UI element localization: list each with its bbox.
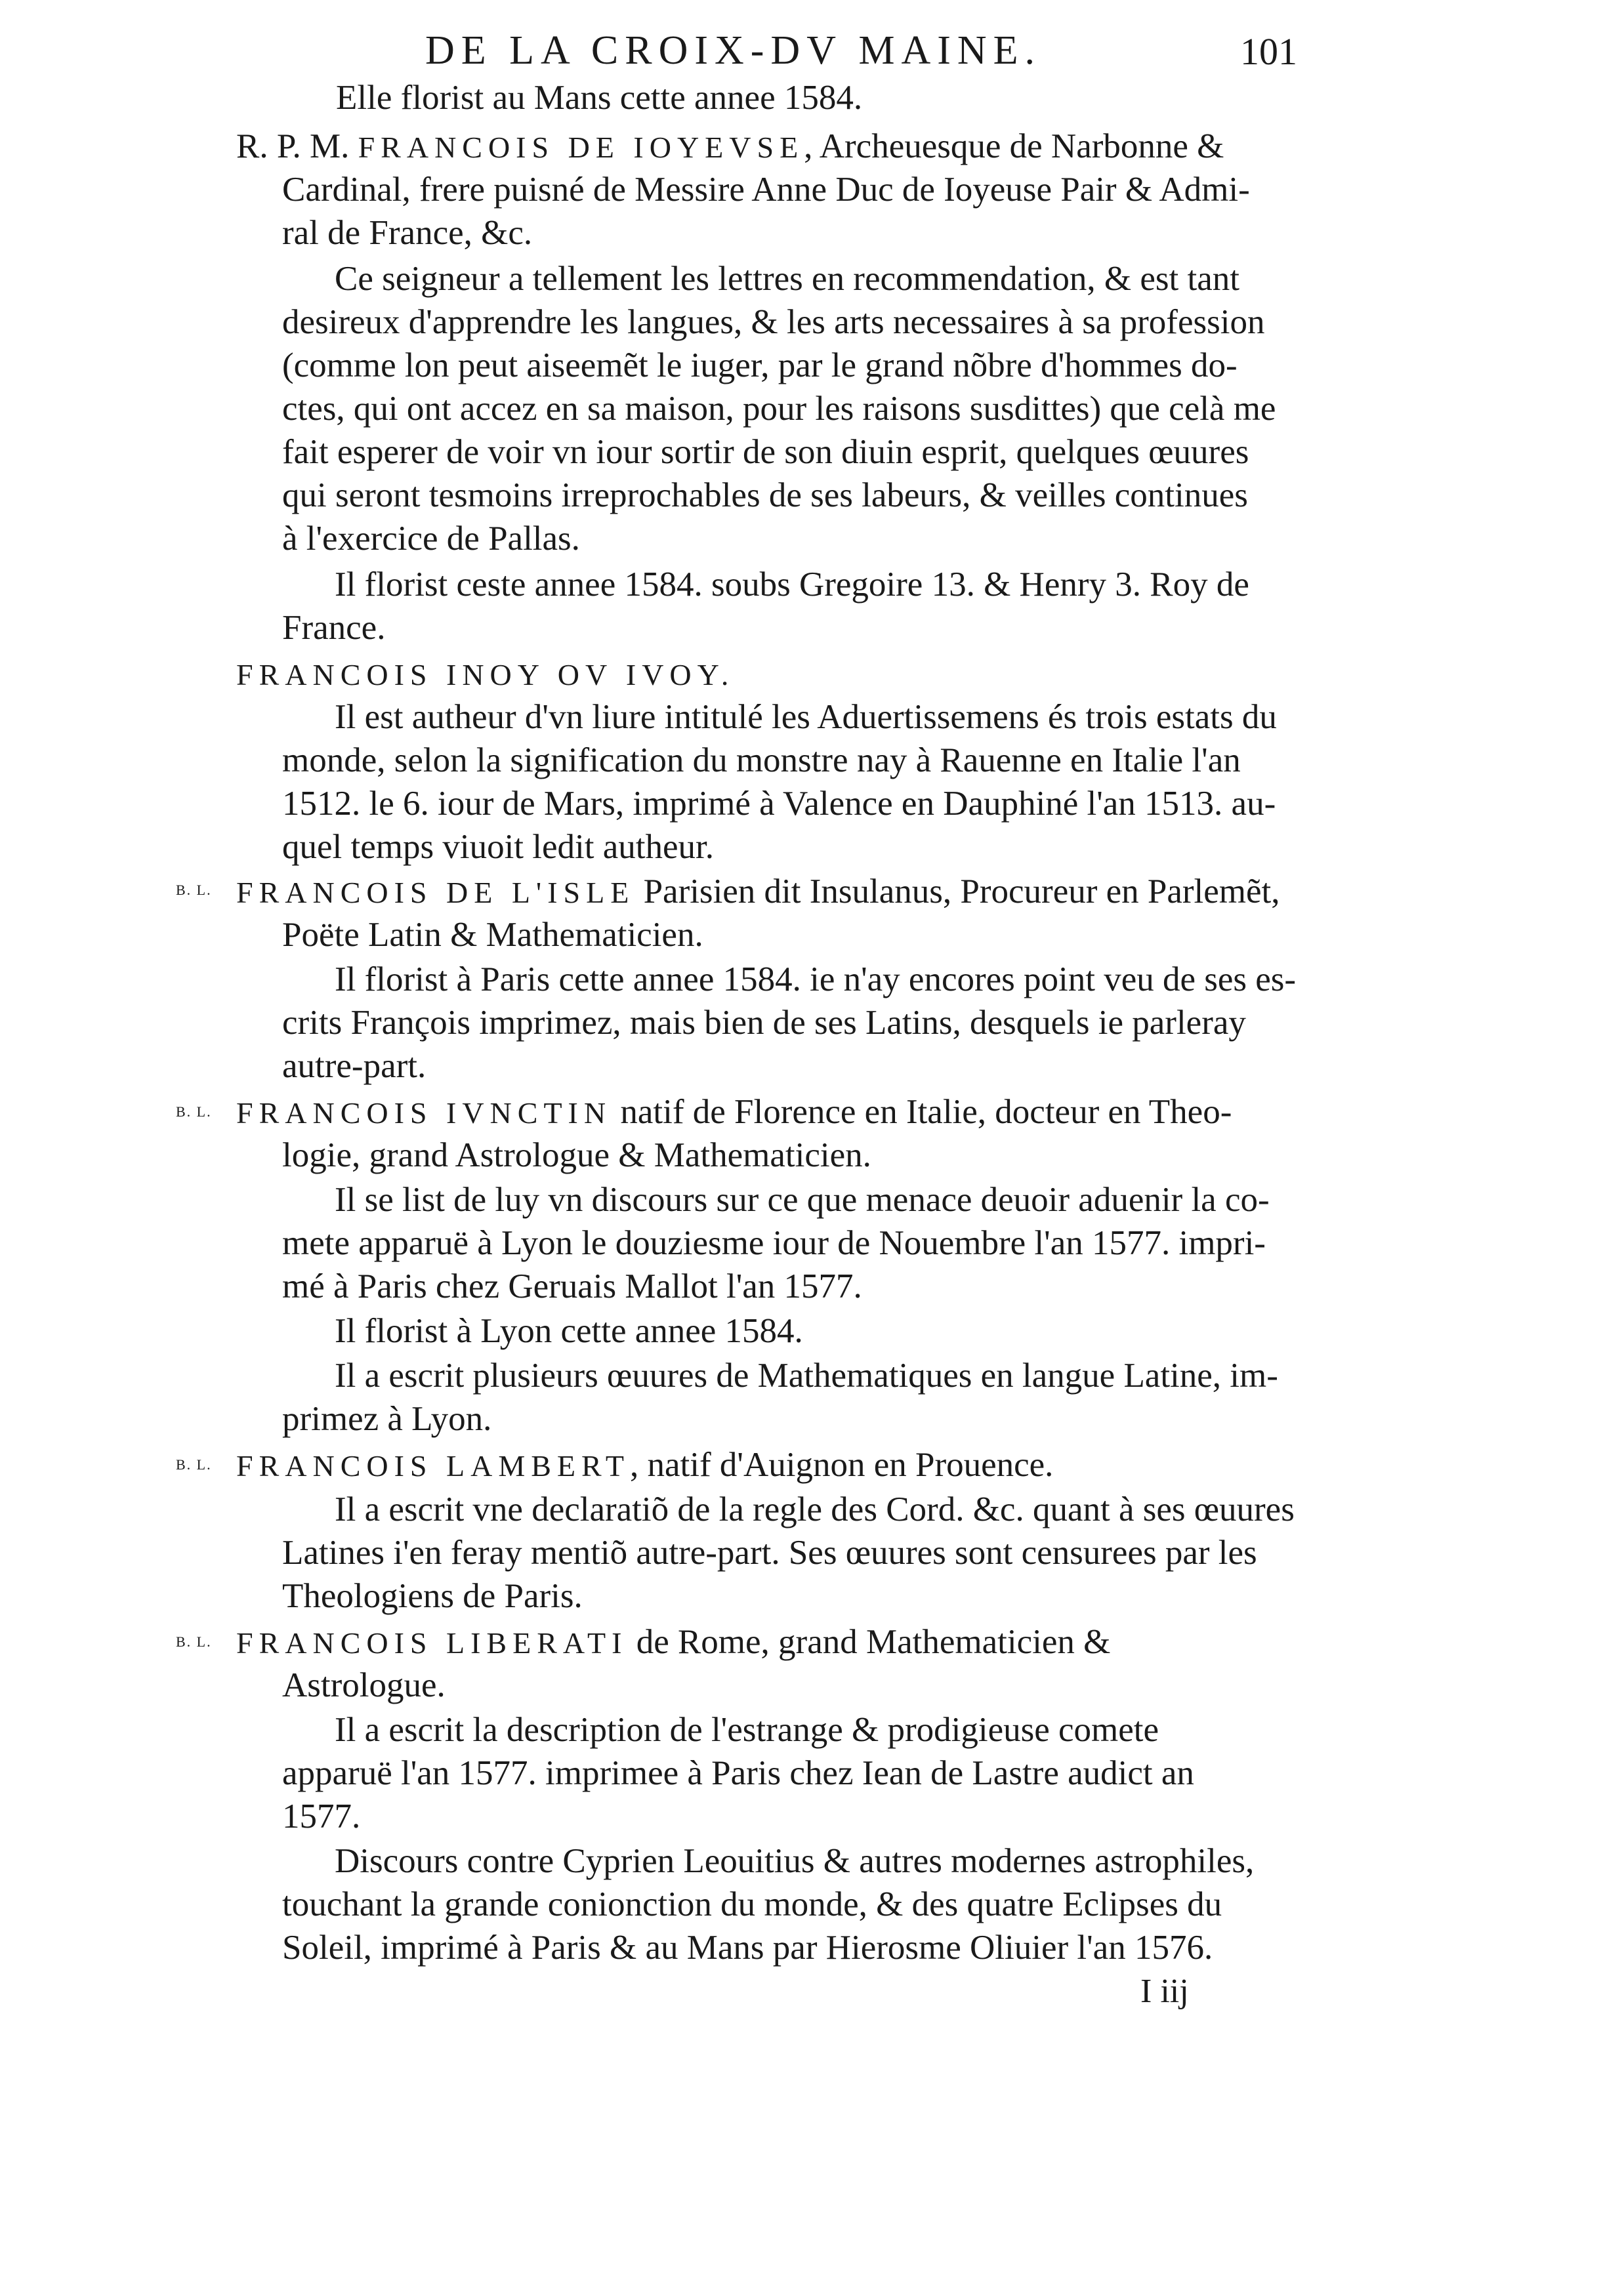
text-line: 1512. le 6. iour de Mars, imprimé à Valence en Dauphiné l'an 1513. au- (282, 785, 1276, 823)
text-line: à l'exercice de Pallas. (282, 520, 580, 558)
entry-name: FRANCOIS DE IOYEVSE (358, 131, 804, 164)
text-line: mete apparuë à Lyon le douziesme iour de Nouembre l'an 1577. impri- (282, 1224, 1266, 1262)
entry-heading-rest: , Archeuesque de Narbonne & (804, 127, 1224, 165)
entry-name: FRANCOIS LIBERATI (236, 1626, 628, 1660)
text-line: touchant la grande conionction du monde, & des quatre Eclipses du (282, 1885, 1222, 1923)
text-line: Elle florist au Mans cette annee 1584. (336, 79, 863, 117)
text-line: apparuë l'an 1577. imprimee à Paris chez Iean de Lastre audict an (282, 1754, 1194, 1792)
text-line: Ce seigneur a tellement les lettres en recommendation, & est tant (335, 260, 1240, 298)
text-line: Il est autheur d'vn liure intitulé les Aduertissemens és trois estats du (335, 698, 1277, 736)
text-line: Poëte Latin & Mathematicien. (282, 916, 703, 954)
text-line: Astrologue. (282, 1666, 446, 1704)
entry-heading-line (236, 1090, 1232, 1135)
text-line: quel temps viuoit ledit autheur. (282, 828, 714, 866)
entry-prefix: R. P. M. (236, 127, 358, 165)
text-line: autre-part. (282, 1047, 427, 1085)
entry-heading-rest: , natif d'Auignon en Prouence. (630, 1446, 1054, 1484)
text-line: Il a escrit la description de l'estrange & prodigieuse comete (335, 1711, 1159, 1749)
text-line: desireux d'apprendre les langues, & les arts necessaires à sa profession (282, 303, 1265, 341)
text-line: (comme lon peut aiseemẽt le iuger, par le grand nõbre d'hommes do- (282, 346, 1238, 384)
text-line: Il a escrit plusieurs œuures de Mathematiques en langue Latine, im- (335, 1357, 1278, 1395)
text-line: Theologiens de Paris. (282, 1577, 583, 1615)
text-line: qui seront tesmoins irreprochables de ses labeurs, & veilles continues (282, 476, 1248, 514)
text-line: Cardinal, frere puisné de Messire Anne Duc de Ioyeuse Pair & Admi- (282, 171, 1250, 209)
entry-name: FRANCOIS DE L'ISLE (236, 876, 635, 909)
running-title: DE LA CROIX-DV MAINE. (425, 28, 1042, 73)
entry-heading-rest: Parisien dit Insulanus, Procureur en Parlemẽt, (635, 872, 1280, 911)
entry-heading-rest: natif de Florence en Italie, docteur en Theo- (612, 1093, 1232, 1131)
entry-heading-line (236, 1443, 1053, 1488)
signature-mark: I iij (1140, 1973, 1189, 2010)
entry-heading-line (236, 652, 734, 697)
text-line: monde, selon la signification du monstre nay à Rauenne en Italie l'an (282, 741, 1241, 779)
entry-heading-line (236, 870, 1280, 914)
margin-note: B. L. (176, 882, 212, 898)
text-line: mé à Paris chez Geruais Mallot l'an 1577. (282, 1267, 862, 1305)
entry-name: FRANCOIS INOY OV IVOY. (236, 658, 735, 691)
text-line: Il florist à Lyon cette annee 1584. (335, 1312, 803, 1350)
text-line: Il a escrit vne declaratiõ de la regle des Cord. &c. quant à ses œuures (335, 1490, 1295, 1528)
text-line: primez à Lyon. (282, 1400, 492, 1438)
text-line: crits François imprimez, mais bien de ses Latins, desquels ie parleray (282, 1004, 1246, 1042)
text-line: France. (282, 609, 386, 647)
text-line: Soleil, imprimé à Paris & au Mans par Hierosme Oliuier l'an 1576. (282, 1929, 1213, 1967)
text-line: logie, grand Astrologue & Mathematicien. (282, 1136, 871, 1174)
entry-name: FRANCOIS LAMBERT (236, 1449, 631, 1483)
text-line: Il florist ceste annee 1584. soubs Gregoire 13. & Henry 3. Roy de (335, 565, 1249, 604)
entry-name: FRANCOIS IVNCTIN (236, 1096, 612, 1130)
entry-heading-rest: de Rome, grand Mathematicien & (627, 1623, 1111, 1661)
folio-number: 101 (1240, 30, 1297, 73)
margin-note: B. L. (176, 1633, 212, 1650)
entry-heading-line (236, 125, 1224, 169)
text-line: fait esperer de voir vn iour sortir de son diuin esprit, quelques œuures (282, 433, 1249, 471)
text-line: Latines i'en feray mentiõ autre-part. Ses œuures sont censurees par les (282, 1534, 1257, 1572)
text-line: Discours contre Cyprien Leouitius & autres modernes astrophiles, (335, 1842, 1255, 1880)
text-line: ral de France, &c. (282, 214, 533, 252)
text-line: ctes, qui ont accez en sa maison, pour les raisons susdittes) que celà me (282, 390, 1276, 428)
text-line: 1577. (282, 1797, 361, 1835)
entry-heading-line (236, 1620, 1110, 1665)
text-line: Il florist à Paris cette annee 1584. ie n'ay encores point veu de ses es- (335, 960, 1297, 998)
margin-note: B. L. (176, 1103, 212, 1120)
margin-note: B. L. (176, 1456, 212, 1473)
text-line: Il se list de luy vn discours sur ce que menace deuoir aduenir la co- (335, 1181, 1270, 1219)
